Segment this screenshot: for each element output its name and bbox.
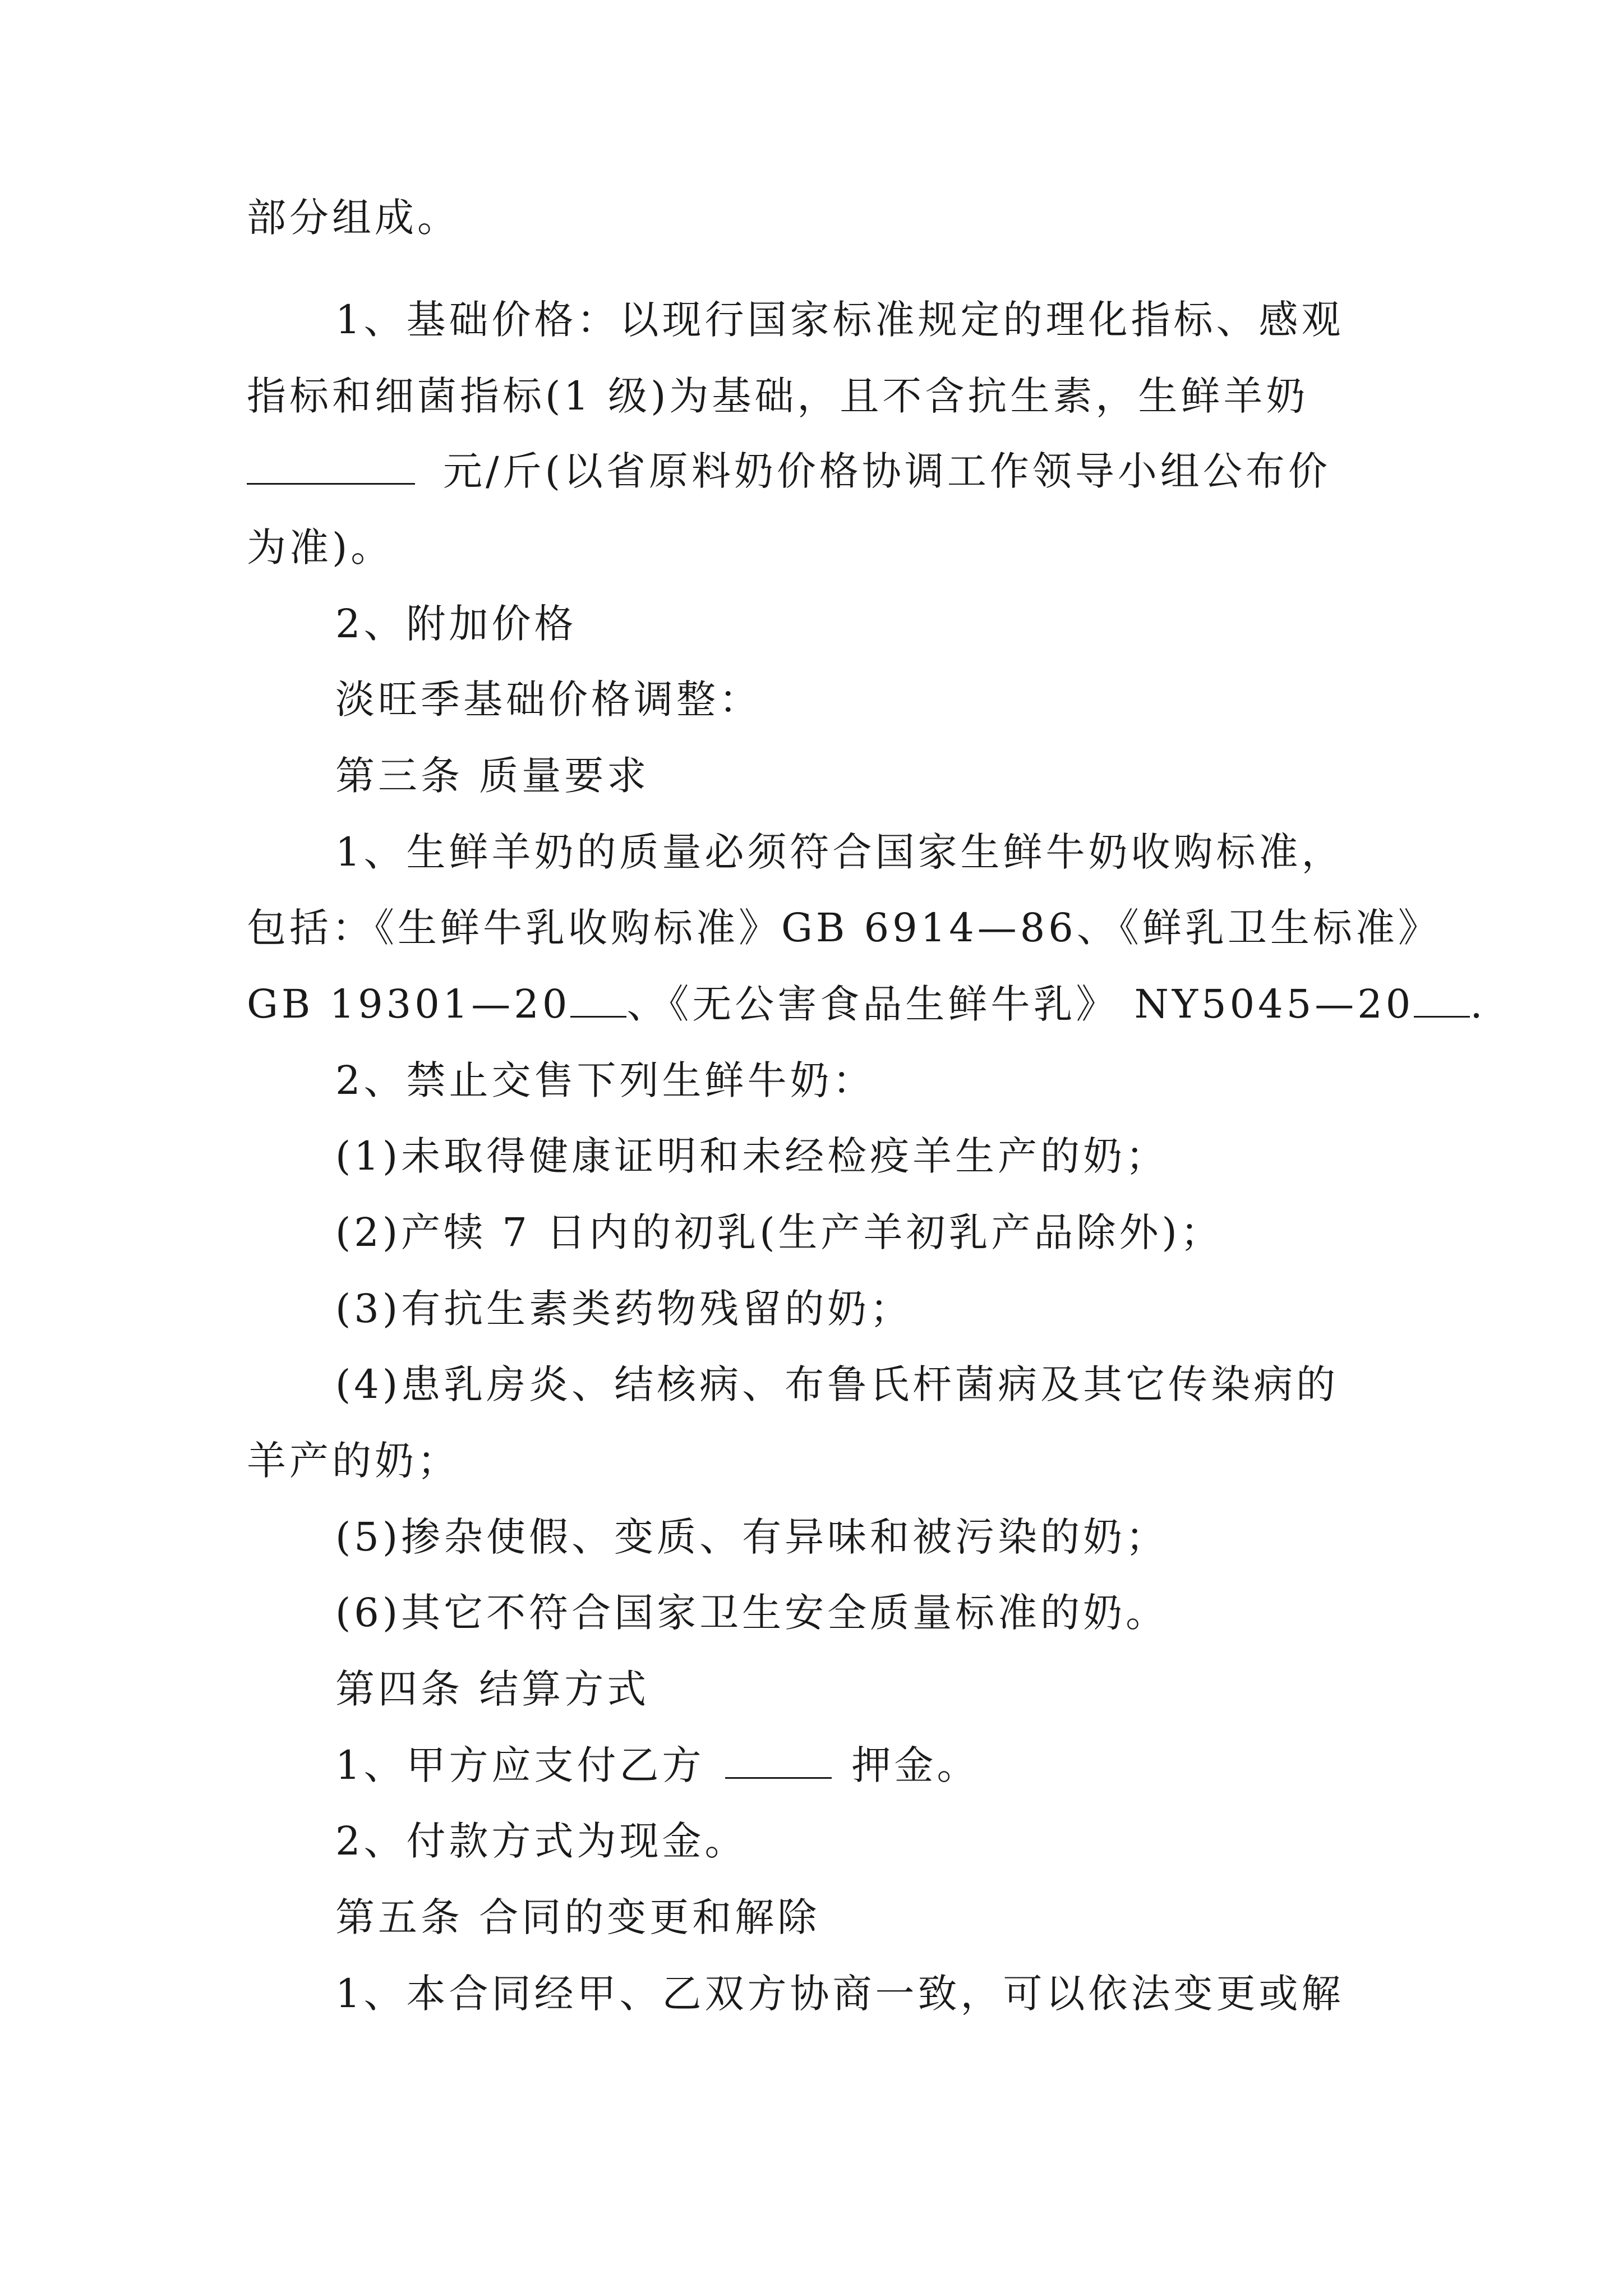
section-heading: 第四条 结算方式 [335, 1666, 650, 1712]
year-blank [1414, 981, 1470, 1018]
paragraph-text: 押金。 [851, 1742, 980, 1788]
paragraph-line: 部分组成。 [247, 195, 460, 241]
paragraph-text: GB 19301—20 [247, 981, 571, 1027]
paragraph-line: 1、生鲜羊奶的质量必须符合国家生鲜牛奶收购标准， [335, 829, 1344, 875]
list-item: (3)有抗生素类药物残留的奶； [335, 1286, 913, 1332]
deposit-blank [725, 1742, 832, 1779]
section-heading: 第五条 合同的变更和解除 [335, 1894, 820, 1940]
paragraph-line: 淡旺季基础价格调整： [335, 677, 762, 723]
list-item: 羊产的奶； [247, 1438, 460, 1484]
paragraph-line: 包括：《生鲜牛乳收购标准》GB 6914—86、《鲜乳卫生标准》 [247, 905, 1441, 951]
paragraph-line: 1、本合同经甲、乙双方协商一致，可以依法变更或解 [335, 1971, 1344, 2017]
paragraph-line: 1、基础价格：以现行国家标准规定的理化指标、感观 [335, 297, 1344, 343]
list-item: (6)其它不符合国家卫生安全质量标准的奶。 [335, 1590, 1169, 1636]
paragraph-line [247, 976, 1486, 1032]
paragraph-line: 2、禁止交售下列生鲜牛奶： [335, 1057, 875, 1103]
year-blank [570, 981, 626, 1018]
list-item: (5)掺杂使假、变质、有异味和被污染的奶； [335, 1514, 1169, 1560]
paragraph-line: 2、付款方式为现金。 [335, 1818, 748, 1864]
paragraph-text: . [1470, 981, 1486, 1027]
paragraph-line [247, 443, 1413, 499]
paragraph-text: 1、甲方应支付乙方 [335, 1742, 705, 1788]
paragraph-text: 、《无公害食品生鲜牛乳》 NY5045—20 [626, 981, 1414, 1027]
list-item: (4)患乳房炎、结核病、布鲁氏杆菌病及其它传染病的 [335, 1361, 1339, 1407]
paragraph-line: 2、附加价格 [335, 601, 577, 647]
section-heading: 第三条 质量要求 [335, 753, 650, 799]
paragraph-text: 元/斤(以省原料奶价格协调工作领导小组公布价 [443, 448, 1331, 494]
price-blank [247, 448, 415, 485]
list-item: (2)产犊 7 日内的初乳(生产羊初乳产品除外)； [335, 1209, 1223, 1255]
paragraph-line: 为准)。 [247, 524, 394, 570]
paragraph-line [335, 1737, 1413, 1793]
paragraph-line: 指标和细菌指标(1 级)为基础，且不含抗生素，生鲜羊奶 [247, 373, 1309, 419]
list-item: (1)未取得健康证明和未经检疫羊生产的奶； [335, 1133, 1169, 1179]
